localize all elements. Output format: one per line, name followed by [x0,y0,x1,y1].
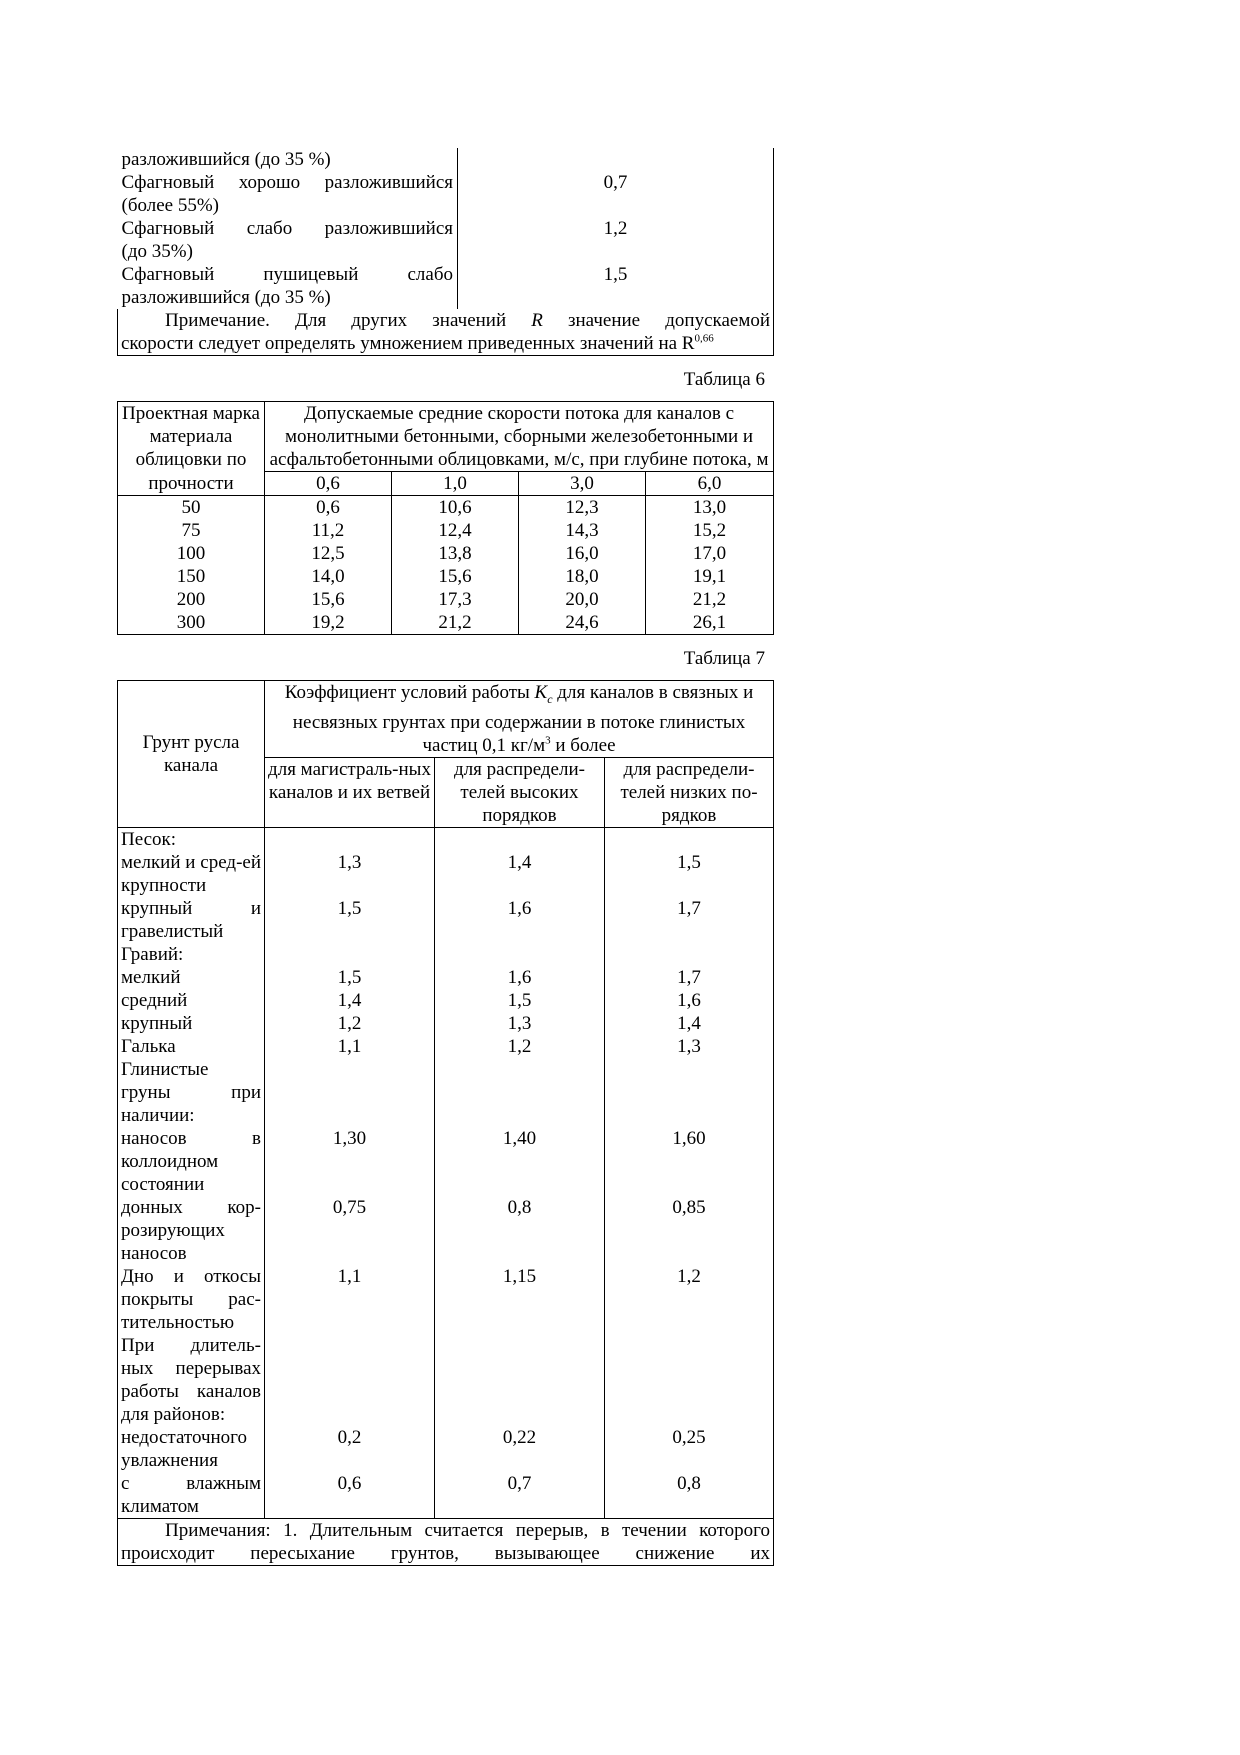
soil-label-cell: Глинистые груны при наличии: [121,1058,261,1126]
soil-label-cell: Галька [121,1035,176,1057]
speed-value-cell: 21,2 [392,611,519,635]
table-row [118,851,774,897]
column-header-high-order: для распредели-телей высоких порядков [435,757,605,827]
coefficient-cell [605,827,774,851]
coefficient-cell: 1,4 [605,1012,774,1035]
soil-label-cell: крупный [121,1012,193,1034]
coefficient-cell: 1,3 [265,851,435,897]
peat-type-cell: Сфагновый хорошо разложившийся (более 55%) [118,171,458,217]
coefficient-cell: 1,7 [605,966,774,989]
speed-value-cell: 18,0 [519,565,646,588]
coefficient-cell: 1,4 [265,989,435,1012]
coefficient-cell: 0,25 [605,1426,774,1472]
speed-value-cell: 13,0 [646,496,774,520]
table-row [118,542,774,565]
table-note-row [118,309,774,356]
coefficient-cell [435,1334,605,1426]
table-header-row [118,402,774,472]
column-header-depth: 0,6 [265,472,392,496]
table-note: Примечание. Для других значений R значение допускаемой скорости следует определять умножением приведенных значений на R$^{0,66}$ [118,309,774,356]
table-row [118,611,774,635]
coefficient-cell: 1,5 [265,897,435,943]
speed-value-cell: 12,5 [265,542,392,565]
speed-value-cell: 15,2 [646,519,774,542]
column-header-depth: 1,0 [392,472,519,496]
coefficient-cell: 1,4 [435,851,605,897]
table-row [118,263,774,309]
column-header-soil: Грунт русла канала [118,681,265,828]
coefficient-cell: 0,22 [435,1426,605,1472]
table-row [118,1035,774,1058]
table-7-caption: Таблица 7 [683,648,765,669]
table-row [118,519,774,542]
soil-label-cell: При длитель-ных перерывах работы каналов для районов: [121,1334,261,1425]
table-row [118,1472,774,1519]
document-page [117,148,773,1566]
column-header-depth: 3,0 [519,472,646,496]
table-row [118,1265,774,1334]
table-row [118,1426,774,1472]
coefficient-cell [435,827,605,851]
grade-cell: 50 [181,497,201,518]
table-7-body [118,827,774,1518]
table-row [118,943,774,966]
speed-value-cell: 0,6 [265,496,392,520]
soil-label-cell: с влажным климатом [121,1472,261,1517]
coefficient-cell [265,943,435,966]
soil-label-cell: Дно и откосы покрыты рас-тительностью [121,1265,261,1333]
coefficient-cell [605,1058,774,1127]
table-header-row [118,681,774,758]
speed-value-cell: 24,6 [519,611,646,635]
coefficient-cell: 1,2 [265,1012,435,1035]
table-6-caption: Таблица 6 [683,369,765,390]
coefficient-cell [435,1058,605,1127]
soil-label-cell: средний [121,989,188,1011]
coefficient-cell: 0,6 [265,1472,435,1519]
coefficient-cell: 0,8 [605,1472,774,1519]
speed-value-cell: 26,1 [646,611,774,635]
coefficient-cell: 1,7 [605,897,774,943]
coefficient-cell: 1,2 [605,1265,774,1334]
soil-label-cell: Песок: [121,828,177,850]
table-row [118,989,774,1012]
table-row [118,565,774,588]
table-row [118,217,774,263]
table-row [118,171,774,217]
column-header-grade: Проектная марка материала облицовки по [122,403,260,470]
soil-label-cell: мелкий [121,966,181,988]
coefficient-cell: 1,2 [435,1035,605,1058]
peat-type-cell: Сфагновый пушицевый слабо разложившийся (до 35 %) [118,263,458,309]
speed-value-cell: 15,6 [265,588,392,611]
coefficient-cell: 0,8 [435,1196,605,1265]
table-header-row [118,472,774,496]
table-note-row [118,1518,774,1565]
table-row [118,1127,774,1196]
coefficient-cell: 0,2 [265,1426,435,1472]
coefficient-cell: 1,60 [605,1127,774,1196]
table-row [118,966,774,989]
speed-value-cell: 17,0 [646,542,774,565]
soil-label-cell: недостаточного увлажнения [121,1426,248,1471]
coefficient-cell: 1,5 [605,851,774,897]
table-row [118,827,774,851]
coefficient-cell: 1,3 [605,1035,774,1058]
peat-type-cell: Сфагновый слабо разложившийся (до 35%) [118,217,458,263]
coefficient-cell: 1,6 [605,989,774,1012]
coefficient-cell: 1,5 [265,966,435,989]
table-6-body [118,496,774,635]
coefficient-cell [265,827,435,851]
speed-value-cell: 19,1 [646,565,774,588]
table-note: Примечания: 1. Длительным считается перерыв, в течении которого происходит пересыхание грунтов, вызывающее снижение их [118,1518,774,1565]
coefficient-cell [265,1058,435,1127]
coefficient-cell: 1,6 [435,897,605,943]
table-row [118,897,774,943]
coefficient-cell: 0,75 [265,1196,435,1265]
speed-value-cell: 1,2 [458,217,774,263]
grade-cell: 200 [176,589,206,610]
table-6 [117,401,774,635]
coefficient-cell: 1,30 [265,1127,435,1196]
speed-value-cell: 13,8 [392,542,519,565]
speed-value-cell: 1,5 [458,263,774,309]
column-header-main-canals: для магистраль-ных каналов и их ветвей [265,757,435,827]
speed-value-cell: 16,0 [519,542,646,565]
column-header-low-order: для распредели-телей низких по-рядков [605,757,774,827]
coefficient-cell: 1,15 [435,1265,605,1334]
speed-value-cell: 0,7 [458,171,774,217]
coefficient-cell [605,943,774,966]
speed-value-cell: 17,3 [392,588,519,611]
coefficient-cell: 1,5 [435,989,605,1012]
speed-value-cell: 14,0 [265,565,392,588]
speed-value-cell: 12,4 [392,519,519,542]
column-header-grade-cont: прочности [118,472,265,496]
coefficient-cell: 1,1 [265,1265,435,1334]
group-header-coefficient: Коэффициент условий работы $K_c$ для каналов в связных и несвязных грунтах при содержании в потоке глинистых частиц 0,1 $кг/м^3$ и более [265,681,774,758]
table-row [118,148,774,171]
speed-value-cell [458,148,774,171]
soil-label-cell: донных кор-розирующих наносов [121,1196,261,1264]
table-row [118,1334,774,1426]
coefficient-cell: 1,1 [265,1035,435,1058]
grade-cell: 150 [176,566,206,587]
group-header-speeds: Допускаемые средние скорости потока для каналов с монолитными бетонными, сборными железобетонными и асфальтобетонными облицовками, м/с, при глубине потока, м [265,402,774,472]
speed-value-cell: 12,3 [519,496,646,520]
grade-cell: 75 [181,520,201,541]
table-7 [117,680,774,1566]
coefficient-cell [605,1334,774,1426]
soil-label-cell: крупный и гравелистый [121,897,261,942]
coefficient-cell [265,1334,435,1426]
soil-label-cell: наносов в коллоидном состоянии [121,1127,261,1195]
column-header-depth: 6,0 [646,472,774,496]
speed-value-cell: 10,6 [392,496,519,520]
coefficient-cell: 1,40 [435,1127,605,1196]
table-row [118,1058,774,1127]
coefficient-cell: 0,7 [435,1472,605,1519]
coefficient-cell: 1,6 [435,966,605,989]
coefficient-cell: 1,3 [435,1012,605,1035]
grade-cell: 300 [176,612,206,633]
speed-value-cell: 20,0 [519,588,646,611]
speed-value-cell: 11,2 [265,519,392,542]
speed-value-cell: 21,2 [646,588,774,611]
table-row [118,496,774,520]
soil-label-cell: Гравий: [121,943,184,965]
peat-type-cell: разложившийся (до 35 %) [118,148,458,171]
table-row [118,1012,774,1035]
speed-value-cell: 19,2 [265,611,392,635]
table-row [118,1196,774,1265]
table-5-fragment [117,148,774,356]
table-row [118,588,774,611]
speed-value-cell: 15,6 [392,565,519,588]
speed-value-cell: 14,3 [519,519,646,542]
grade-cell: 100 [176,543,206,564]
coefficient-cell: 0,85 [605,1196,774,1265]
soil-label-cell: мелкий и сред-ей крупности [121,851,261,896]
coefficient-cell [435,943,605,966]
